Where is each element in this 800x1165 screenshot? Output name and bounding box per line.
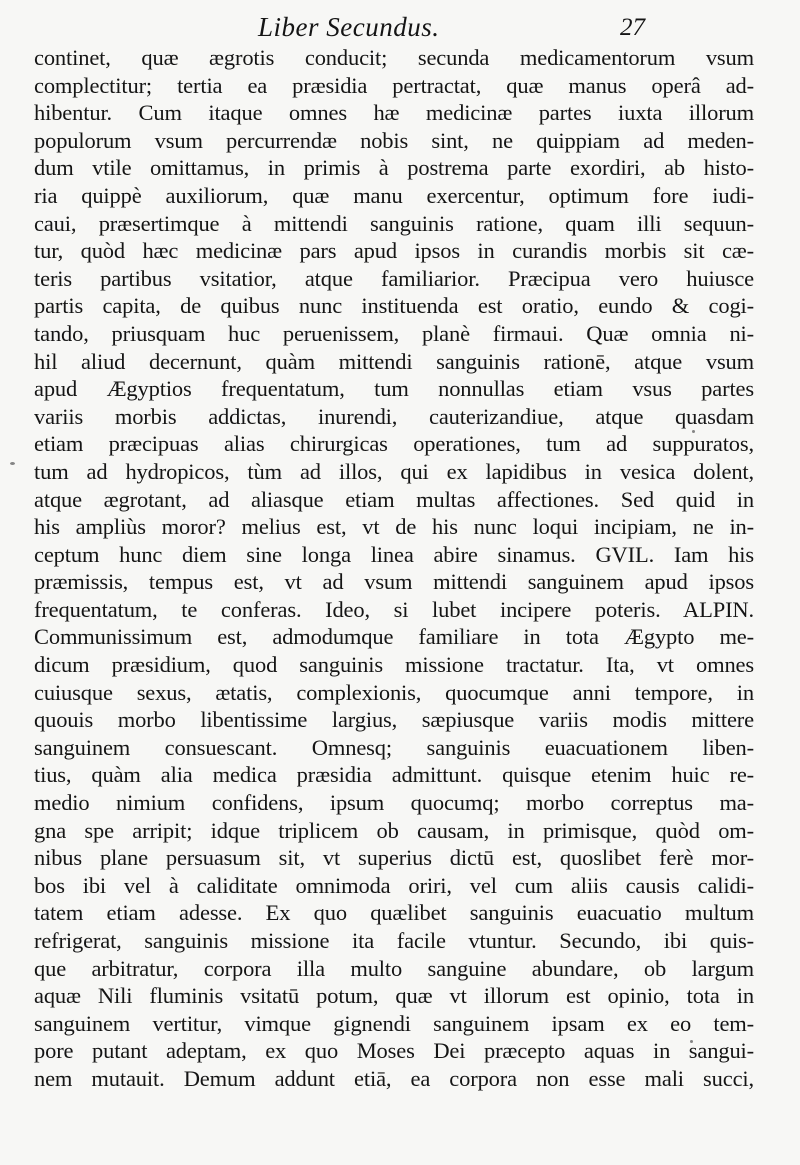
text-line: hil aliud decernunt, quàm mittendi sanguinis rationē, atque vsum [34,348,754,374]
text-line: atque ægrotant, ad aliasque etiam multas affectiones. Sed quid in [34,486,754,512]
text-line: complectitur; tertia ea præsidia pertractat, quæ manus operâ ad- [34,72,754,98]
text-line: sanguinem vertitur, vimque gignendi sanguinem ipsam ex eo tem- [34,1010,754,1036]
text-line: continet, quæ ægrotis conducit; secunda medicamentorum vsum [34,45,754,70]
text-line: variis morbis addictas, inurendi, cauterizandiue, atque quasdam [34,403,754,429]
text-line: caui, præsertimque à mittendi sanguinis ratione, quam illi sequun- [34,210,754,236]
running-head: Liber Secundus. [258,12,440,42]
text-line: hibentur. Cum itaque omnes hæ medicinæ partes iuxta illorum [34,100,754,126]
text-line: frequentatum, te conferas. Ideo, si lubet incipere poteris. ALPIN. [34,596,754,622]
text-line: medio nimium confidens, ipsum quocumq; morbo correptus ma- [34,790,754,816]
ink-speck [10,462,15,465]
text-line: tius, quàm alia medica præsidia admittunt. quisque etenim huic re- [34,762,754,788]
text-line: quouis morbo libentissime largius, sæpiusque variis modis mittere [34,707,754,733]
text-line: que arbitratur, corpora illa multo sanguine abundare, ob largum [34,955,754,981]
page-header [0,8,800,48]
text-line: etiam præcipuas alias chirurgicas operationes, tum ad suppuratos, [34,431,754,457]
text-line: dum vtile omittamus, in primis à postrema parte exordiri, ab histo- [34,155,754,181]
text-line: tatem etiam adesse. Ex quo quælibet sanguinis euacuatio multum [34,900,754,926]
text-line: præmissis, tempus est, vt ad vsum mittendi sanguinem apud ipsos [34,569,754,595]
text-line: ceptum hunc diem sine longa linea abire sinamus. GVIL. Iam his [34,541,754,567]
text-line: apud Ægyptios frequentatum, tum nonnullas etiam vsus partes [34,376,754,402]
text-line: tur, quòd hæc medicinæ pars apud ipsos in curandis morbis sit cæ- [34,238,754,264]
body-text [34,44,754,1093]
text-line: nibus plane persuasum sit, vt superius dictū est, quoslibet ferè mor- [34,845,754,871]
text-line: tando, priusquam huc peruenissem, planè firmaui. Quæ omnia ni- [34,320,754,346]
text-line: cuiusque sexus, ætatis, complexionis, quocumque anni tempore, in [34,679,754,705]
text-line: partis capita, de quibus nunc instituenda est oratio, eundo & cogi- [34,293,754,319]
text-line: nem mutauit. Demum addunt etiā, ea corpora non esse mali succi, [34,1065,754,1091]
text-line: his ampliùs moror? melius est, vt de his nunc loqui incipiam, ne in- [34,514,754,540]
text-line: gna spe arripit; idque triplicem ob causam, in primisque, quòd om- [34,817,754,843]
text-line: populorum vsum percurrendæ nobis sint, ne quippiam ad meden- [34,127,754,153]
text-line: ria quippè auxiliorum, quæ manu exercentur, optimum fore iudi- [34,182,754,208]
text-line: teris partibus vsitatior, atque familiarior. Præcipua vero huiusce [34,265,754,291]
text-line: dicum præsidium, quod sanguinis missione tractatur. Ita, vt omnes [34,652,754,678]
text-line: tum ad hydropicos, tùm ad illos, qui ex lapidibus in vesica dolent, [34,458,754,484]
page-number: 27 [620,14,645,41]
text-line: aquæ Nili fluminis vsitatū potum, quæ vt illorum est opinio, tota in [34,983,754,1009]
text-line: bos ibi vel à caliditate omnimoda oriri, vel cum aliis causis calidi- [34,872,754,898]
text-line: pore putant adeptam, ex quo Moses Dei præcepto aquas in sangui- [34,1038,754,1064]
text-line: refrigerat, sanguinis missione ita facile vtuntur. Secundo, ibi quis- [34,928,754,953]
text-line: sanguinem consuescant. Omnesq; sanguinis euacuationem liben- [34,734,754,760]
text-line: Communissimum est, admodumque familiare in tota Ægypto me- [34,624,754,650]
